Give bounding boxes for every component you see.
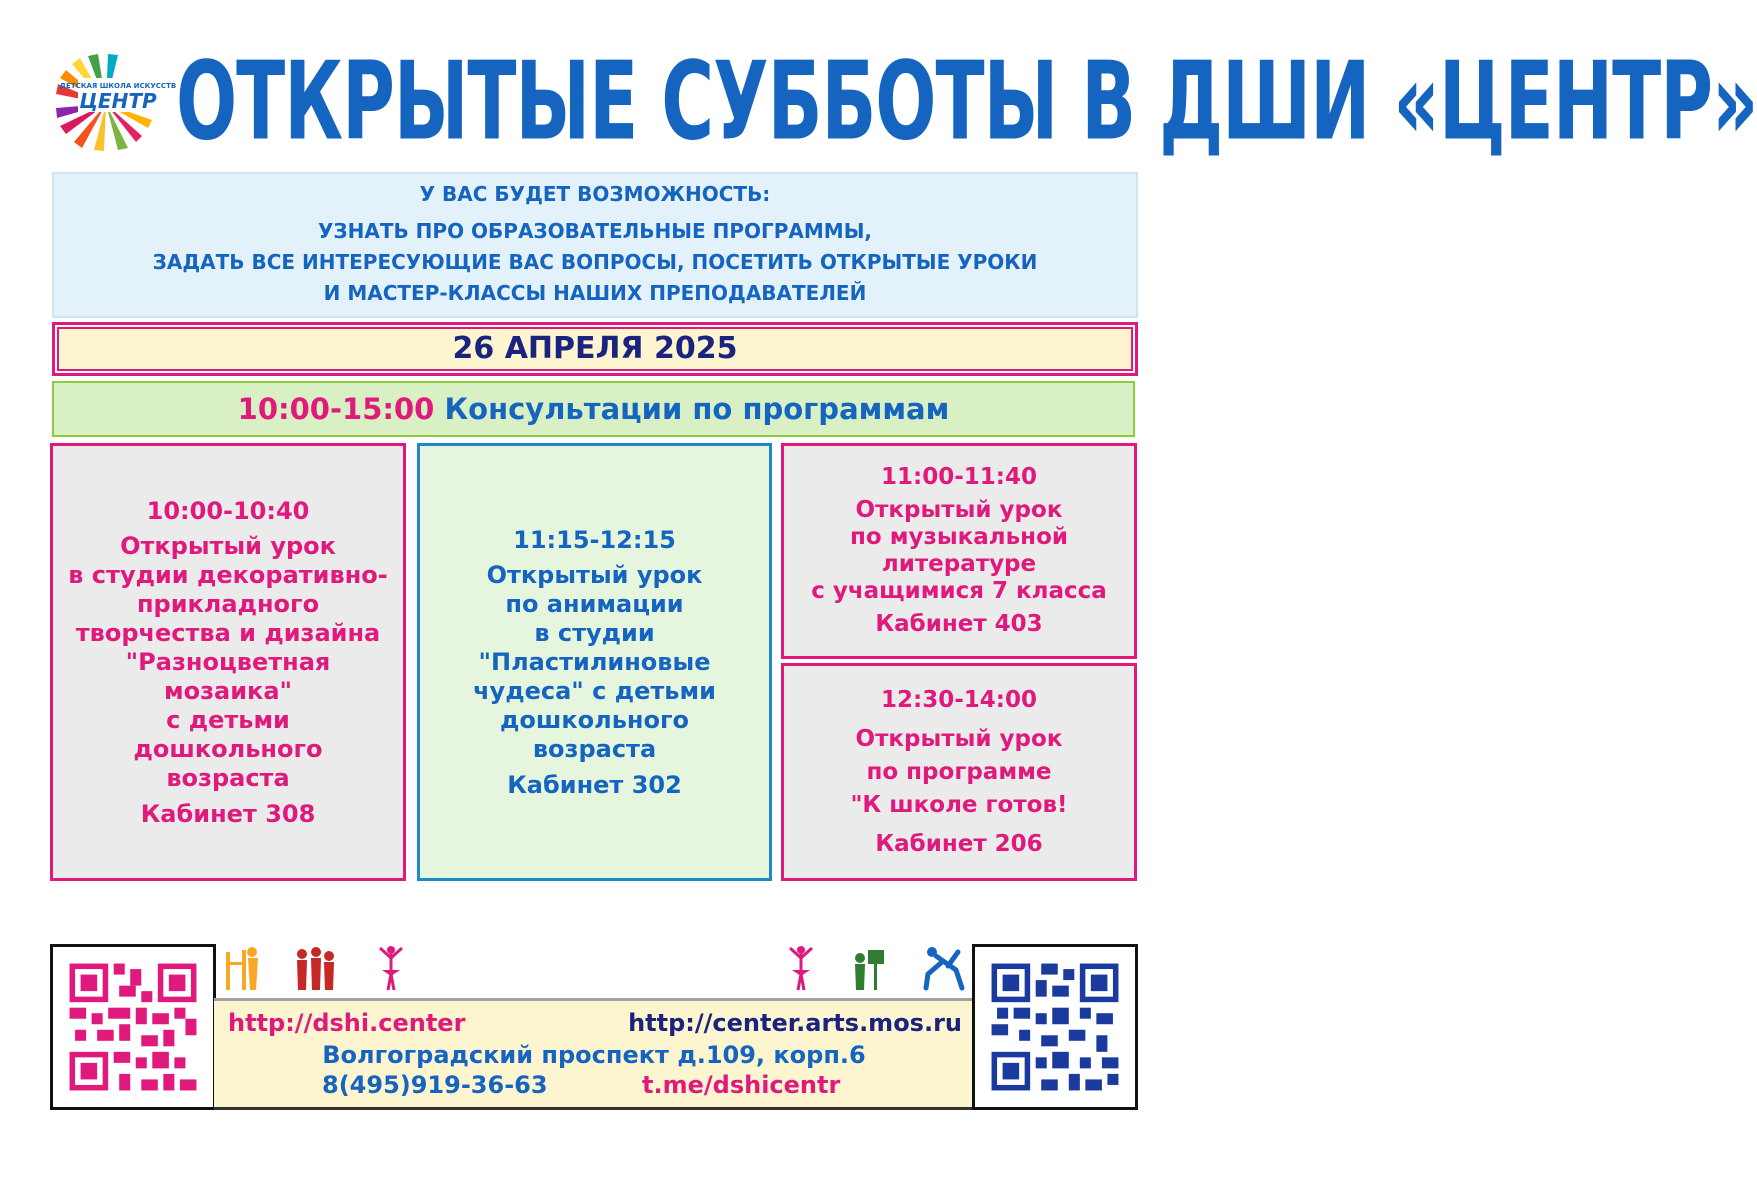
intro-line-3: И МАСТЕР-КЛАССЫ НАШИХ ПРЕПОДАВАТЕЛЕЙ [323,281,867,305]
event-card-school-ready [781,663,1137,881]
event-line: Открытый урок [855,725,1063,752]
contacts-panel [214,998,974,1110]
event-card-music-literature [781,443,1137,659]
event-line: прикладного [136,589,320,618]
breakdancer-icon [922,944,966,994]
event-line: в студии [534,618,655,647]
dancer-icon [786,944,816,992]
event-line: по программе [866,758,1052,785]
event-line: по музыкальной [850,524,1068,550]
website-link-dshi[interactable]: http://dshi.center [228,1009,466,1037]
event-line: по анимации [505,589,684,618]
intro-line-1: УЗНАТЬ ПРО ОБРАЗОВАТЕЛЬНЫЕ ПРОГРАММЫ, [317,219,873,243]
qr-code-icon [53,947,213,1107]
logo-text-top: ДЕТСКАЯ ШКОЛА ИСКУССТВ [59,82,177,90]
event-line: с детьми [166,705,290,734]
consultation-time: 10:00-15:00 [237,392,435,426]
event-line: возраста [166,763,290,792]
event-line: творчества и дизайна [75,618,381,647]
phone-number[interactable]: 8(495)919-36-63 [322,1071,548,1099]
event-room: Кабинет 403 [875,611,1043,637]
intro-line-2: ЗАДАТЬ ВСЕ ИНТЕРЕСУЮЩИЕ ВАС ВОПРОСЫ, ПОСЕТИТЬ ОТКРЫТЫЕ УРОКИ [152,250,1038,274]
address-text: Волгоградский проспект д.109, корп.6 [322,1041,866,1069]
consultation-label: Консультации по программам [444,392,950,426]
logo-text-main: ЦЕНТР [79,89,157,113]
painter-icon [850,946,886,992]
event-line: возраста [532,734,657,763]
intro-lead: У ВАС БУДЕТ ВОЗМОЖНОСТЬ: [419,182,771,206]
intro-box [52,172,1138,318]
event-line: дошкольного [133,734,323,763]
event-time: 12:30-14:00 [881,686,1037,713]
event-line: в студии декоративно- [68,560,388,589]
event-date: 26 АПРЕЛЯ 2025 [52,322,1138,376]
event-line: Открытый урок [486,560,703,589]
event-time: 10:00-10:40 [146,496,310,525]
event-line: дошкольного [500,705,689,734]
page-title: ОТКРЫТЫЕ СУББОТЫ В ДШИ «ЦЕНТР» [176,38,1757,165]
logo-sunburst-icon [48,52,177,152]
event-time: 11:15-12:15 [513,525,676,554]
school-logo [48,52,177,152]
qr-code-left[interactable] [50,944,216,1110]
dancer-icon [376,944,406,992]
painter-icon [222,944,262,992]
event-card-decorative [50,443,406,881]
event-room: Кабинет 308 [140,799,316,828]
event-line: литературе [881,551,1037,577]
consultation-banner [52,381,1135,437]
event-line: Открытый урок [855,497,1063,523]
event-time: 11:00-11:40 [881,464,1037,490]
musicians-icon [292,946,338,992]
event-line: чудеса" с детьми [473,676,716,705]
event-room: Кабинет 302 [507,770,682,799]
event-line: Открытый урок [120,531,336,560]
event-line: с учащимися 7 класса [811,578,1107,604]
qr-code-right[interactable] [972,944,1138,1110]
website-link-arts[interactable]: http://center.arts.mos.ru [628,1009,962,1037]
event-card-animation [417,443,772,881]
event-line: "Пластилиновые [478,647,711,676]
qr-code-icon [975,947,1135,1107]
telegram-link[interactable]: t.me/dshicentr [642,1071,841,1099]
event-line: "К школе готов! [850,791,1068,818]
event-room: Кабинет 206 [875,830,1043,857]
event-line: "Разноцветная [125,647,331,676]
event-line: мозаика" [163,676,293,705]
